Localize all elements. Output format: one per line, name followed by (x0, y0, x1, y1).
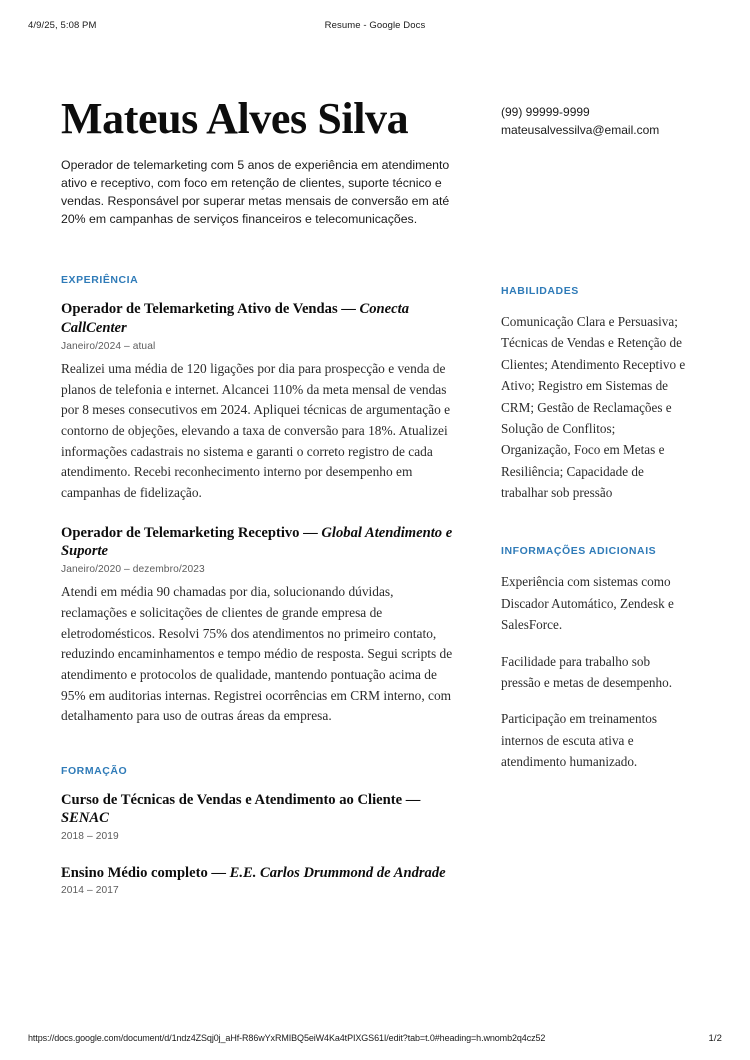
education-separator: — (207, 864, 230, 881)
education-institution: SENAC (61, 810, 109, 827)
education-section-title: FORMAÇÃO (61, 764, 128, 777)
education-section (61, 765, 461, 896)
skills-section-title: HABILIDADES (501, 285, 579, 297)
experience-role: Operador de Telemarketing Receptivo (61, 524, 300, 541)
additional-info-paragraph: Facilidade para trabalho sob pressão e metas de desempenho. (501, 653, 673, 690)
sidebar-spacer (501, 139, 686, 285)
education-course: Curso de Técnicas de Vendas e Atendimento ao Cliente (61, 791, 403, 808)
experience-separator: — (299, 524, 322, 541)
education-entry-heading (61, 791, 461, 828)
experience-organization: Global Atendimento e Suporte (61, 524, 453, 560)
main-column (61, 96, 461, 896)
additional-info-paragraph: Participação em treinamentos internos de escuta ativa e atendimento humanizado. (501, 711, 657, 769)
experience-section-title: EXPERIÊNCIA (61, 274, 139, 287)
education-dates: 2018 – 2019 (61, 830, 119, 842)
contact-block (501, 103, 686, 139)
print-footer-url: https://docs.google.com/document/d/1ndz4ZSqj0j_aHf-R86wYxRMIBQ5eiW4Ka4tPIXGS61I/edit?tab=t.0#heading=h.wnomb2q4cz52 (28, 1033, 546, 1043)
education-course: Ensino Médio completo (61, 864, 208, 881)
experience-entry (61, 524, 461, 727)
experience-section (61, 274, 461, 726)
education-institution: E.E. Carlos Drummond de Andrade (229, 864, 446, 881)
additional-info-section-title: INFORMAÇÕES ADICIONAIS (501, 545, 657, 558)
experience-entry-heading (61, 300, 461, 337)
additional-info-paragraph: Experiência com sistemas como Discador Automático, Zendesk e SalesForce. (501, 574, 674, 633)
sidebar-column (501, 103, 686, 772)
contact-phone: (99) 99999-9999 (501, 105, 590, 119)
skills-section (501, 285, 686, 503)
education-entry-heading (61, 864, 461, 882)
education-separator: — (402, 791, 421, 808)
print-footer-page-number: 1/2 (708, 1033, 722, 1044)
experience-dates: Janeiro/2024 – atual (61, 341, 156, 353)
experience-description: Realizei uma média de 120 ligações por dia para prospecção e venda de planos de telefonia e internet. Alcancei 110% da meta mensal de vendas por 8 meses consecutivos em 2024. Apliquei técnicas de argumentação e contorno de objeções, elevando a taxa de conversão para 18%. Atualizei informações cadastrais no sistema e garanti o correto registro de cada atendimento. Recebi reconhecimento interno por desempenho em campanhas de fidelização. (61, 361, 451, 501)
skills-list: Comunicação Clara e Persuasiva; Técnicas de Vendas e Retenção de Clientes; Atendimento Receptivo e Ativo; Registro em Sistemas de CRM; Gestão de Reclamações e Solução de Conflitos; Organização, Foco em Metas e Resiliência; Capacidade de trabalhar sob pressão (501, 314, 686, 500)
education-entry (61, 791, 461, 842)
education-dates: 2014 – 2017 (61, 885, 119, 897)
experience-entry-heading (61, 524, 461, 561)
experience-separator: — (337, 301, 360, 318)
additional-info-section (501, 545, 686, 772)
print-header-timestamp: 4/9/25, 5:08 PM (28, 20, 97, 31)
print-header-document-title: Resume - Google Docs (324, 20, 426, 31)
experience-entry (61, 300, 461, 503)
experience-dates: Janeiro/2020 – dezembro/2023 (61, 564, 205, 576)
contact-email: mateusalvessilva@email.com (501, 123, 660, 137)
candidate-name: Mateus Alves Silva (61, 94, 409, 143)
education-entry (61, 864, 461, 896)
experience-role: Operador de Telemarketing Ativo de Vendas (61, 301, 338, 318)
experience-description: Atendi em média 90 chamadas por dia, solucionando dúvidas, reclamações e solicitações de clientes de grande empresa de eletrodomésticos. Resolvi 75% dos atendimentos no primeiro contato, reduzindo encaminhamentos e tempo médio de resposta. Segui scripts de atendimento e protocolos de qualidade, mantendo pontuação acima de 95% em auditorias internas. Registrei ocorrências em CRM interno, com detalhamento para uso de outras áreas da empresa. (61, 584, 453, 724)
professional-summary: Operador de telemarketing com 5 anos de experiência em atendimento ativo e receptivo, com foco em retenção de clientes, suporte técnico e vendas. Responsável por superar metas mensais de conversão em até 20% em campanhas de serviços financeiros e telecomunicações. (61, 158, 450, 227)
experience-organization: Conecta CallCenter (61, 301, 409, 336)
